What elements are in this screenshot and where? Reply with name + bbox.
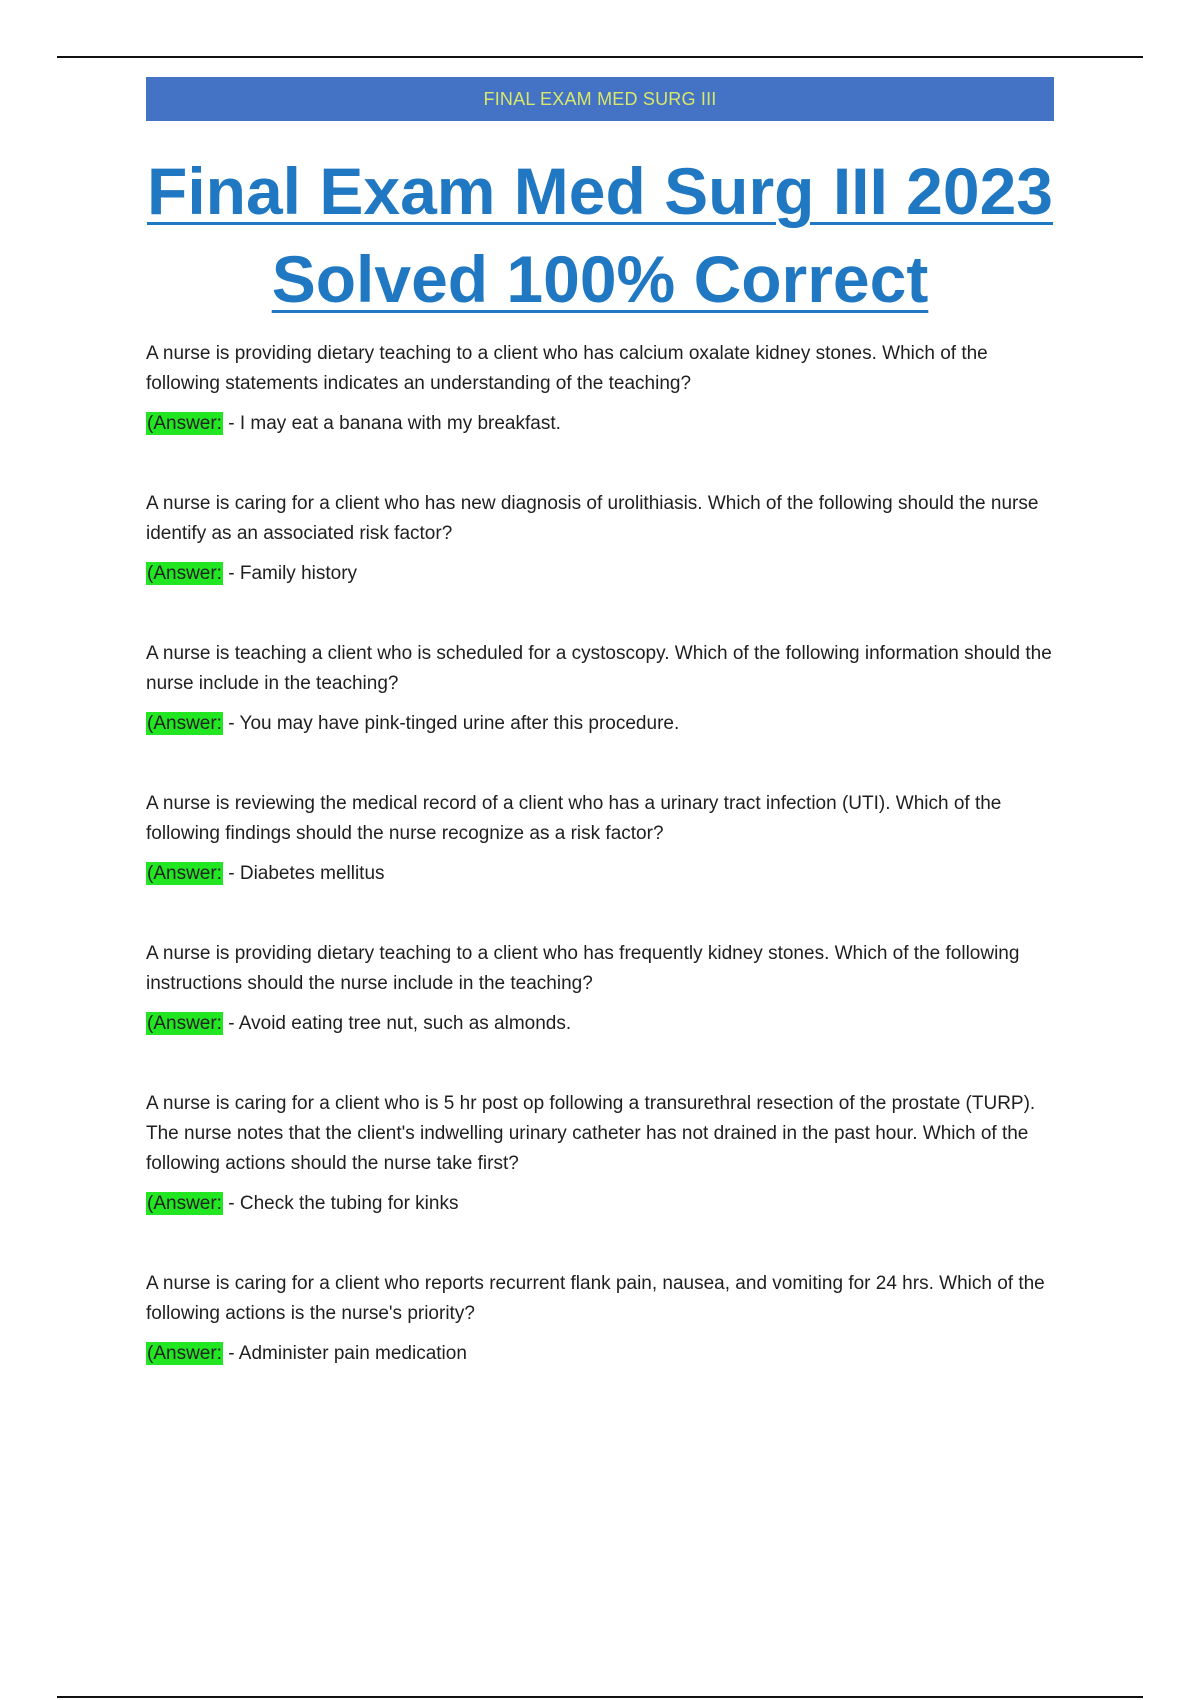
qa-item-4 [146,789,1054,887]
answer-label: (Answer: [147,1193,222,1214]
title-line-1: Final Exam Med Surg III 2023 [147,154,1053,228]
answer-line [146,1341,1054,1367]
qa-item-6 [146,1089,1054,1217]
answer-text: - I may eat a banana with my breakfast. [222,413,561,434]
question-text: A nurse is reviewing the medical record of a client who has a urinary tract infection (UTI). Which of the following findings should the nurse recognize as a risk factor? [146,793,1002,844]
answer-label: (Answer: [147,413,222,434]
answer-text: - Diabetes mellitus [222,863,385,884]
header-banner [146,77,1054,121]
answer-text: - Family history [222,563,358,584]
answer-text: - You may have pink-tinged urine after this procedure. [222,713,680,734]
question-text: A nurse is providing dietary teaching to a client who has frequently kidney stones. Which of the following instructions should the nurse include in the teaching? [146,943,1020,994]
document-title [146,147,1054,323]
answer-line [146,861,1054,887]
answer-line [146,1011,1054,1037]
document-page [146,77,1054,1419]
question-text: A nurse is providing dietary teaching to a client who has calcium oxalate kidney stones. Which of the following statements indicates an understanding of the teaching? [146,343,988,394]
answer-text: - Check the tubing for kinks [222,1193,459,1214]
qa-item-2 [146,489,1054,587]
question-text: A nurse is teaching a client who is scheduled for a cystoscopy. Which of the following information should the nurse include in the teaching? [146,643,1052,694]
qa-item-7 [146,1269,1054,1367]
bottom-rule [57,1696,1143,1698]
answer-text: - Administer pain medication [222,1343,467,1364]
answer-line [146,1191,1054,1217]
banner-text: FINAL EXAM MED SURG III [483,88,717,109]
answer-label: (Answer: [147,863,222,884]
answer-text: - Avoid eating tree nut, such as almonds. [222,1013,572,1034]
top-rule [57,56,1143,58]
answer-label: (Answer: [147,1343,222,1364]
qa-item-5 [146,939,1054,1037]
title-line-2: Solved 100% Correct [271,242,929,316]
question-text: A nurse is caring for a client who is 5 hr post op following a transurethral resection of the prostate (TURP). The nurse notes that the client's indwelling urinary catheter has not drained in the past hour. Which of the following actions should the nurse take first? [146,1093,1036,1174]
answer-label: (Answer: [147,1013,222,1034]
qa-list [146,339,1054,1367]
question-text: A nurse is caring for a client who reports recurrent flank pain, nausea, and vomiting for 24 hrs. Which of the following actions is the nurse's priority? [146,1273,1045,1324]
answer-label: (Answer: [147,563,222,584]
answer-label: (Answer: [147,713,222,734]
question-text: A nurse is caring for a client who has new diagnosis of urolithiasis. Which of the following should the nurse identify as an associated risk factor? [146,493,1039,544]
answer-line [146,711,1054,737]
answer-line [146,561,1054,587]
qa-item-1 [146,339,1054,437]
answer-line [146,411,1054,437]
qa-item-3 [146,639,1054,737]
